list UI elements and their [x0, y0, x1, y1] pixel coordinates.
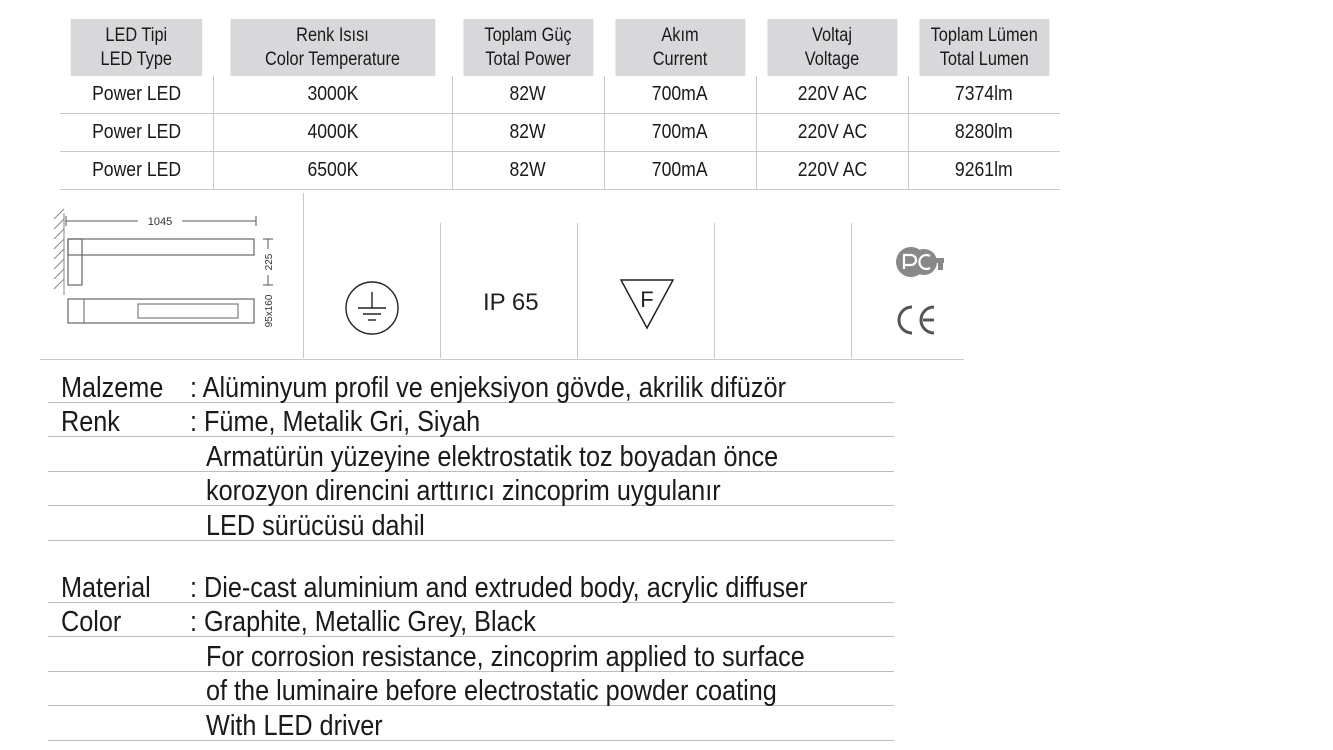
table-row — [60, 76, 1060, 114]
col-header-current: Akım Current — [615, 19, 746, 76]
list-item — [48, 603, 894, 638]
wall-hatch — [54, 209, 64, 295]
list-item — [48, 706, 894, 741]
ce-mark-icon — [894, 303, 942, 337]
table-header-row — [60, 19, 1060, 76]
table-cell: 220V AC — [756, 76, 908, 114]
list-item — [48, 672, 894, 707]
list-item — [48, 568, 894, 603]
fixture-front-view — [68, 299, 254, 323]
table-cell: Power LED — [60, 114, 213, 152]
ip-rating: IP 65 — [483, 289, 539, 316]
divider — [577, 223, 578, 358]
col-header-total-power: Toplam Güç Total Power — [463, 19, 594, 76]
list-item — [48, 506, 894, 541]
list-item — [48, 472, 894, 507]
col-header-led-type: LED Tipi LED Type — [71, 19, 203, 76]
divider — [440, 223, 441, 358]
diffuser-window — [138, 304, 238, 318]
line-label: Malzeme — [61, 371, 164, 404]
pct-mark-icon — [894, 245, 946, 279]
dimension-drawing — [50, 205, 290, 345]
turkish-description — [48, 368, 894, 541]
divider — [851, 223, 852, 358]
table-cell: 82W — [452, 152, 604, 190]
line-label: Renk — [61, 406, 120, 438]
line-label: Material — [61, 571, 151, 604]
col-header-voltage: Voltaj Voltage — [767, 19, 898, 76]
table-cell: 82W — [452, 114, 604, 152]
table-row — [60, 114, 1060, 152]
wall-bracket — [68, 239, 82, 285]
height-label: 225 — [264, 253, 275, 271]
line-value: korozyon direncini arttırıcı zincoprim uygulanır — [206, 475, 721, 507]
table-cell: 82W — [452, 76, 604, 114]
table-cell: 9261lm — [908, 152, 1060, 190]
f-mark-icon — [618, 277, 676, 331]
table-cell: Power LED — [60, 76, 213, 114]
list-item — [48, 637, 894, 672]
table-cell: 700mA — [604, 152, 756, 190]
section-label: 95x160 — [264, 294, 275, 328]
list-item — [48, 368, 894, 403]
table-cell: 700mA — [604, 76, 756, 114]
col-header-total-lumen: Toplam Lümen Total Lumen — [919, 19, 1050, 76]
line-value: : Füme, Metalik Gri, Siyah — [190, 406, 481, 438]
line-value: With LED driver — [206, 709, 383, 742]
list-item — [48, 437, 894, 472]
divider — [303, 193, 304, 358]
fixture-side-view — [68, 239, 254, 255]
divider — [714, 223, 715, 358]
icons-strip — [40, 193, 964, 360]
table-cell: 7374lm — [908, 76, 1060, 114]
line-value: For corrosion resistance, zincoprim applied to surface — [206, 640, 805, 673]
line-value: : Graphite, Metallic Grey, Black — [190, 606, 536, 638]
table-cell: 220V AC — [756, 114, 908, 152]
col-header-color-temperature: Renk Isısı Color Temperature — [230, 19, 436, 76]
table-cell: Power LED — [60, 152, 213, 190]
spec-table — [60, 19, 1060, 190]
width-label: 1045 — [147, 216, 173, 228]
line-label: Color — [61, 606, 122, 638]
table-cell: 6500K — [213, 152, 452, 190]
english-description — [48, 568, 894, 741]
line-value: LED sürücüsü dahil — [206, 509, 425, 542]
line-value: of the luminaire before electrostatic powder coating — [206, 675, 777, 707]
list-item — [48, 403, 894, 438]
line-value: Armatürün yüzeyine elektrostatik toz boyadan önce — [206, 440, 779, 473]
line-value: : Alüminyum profil ve enjeksiyon gövde, akrilik difüzör — [190, 371, 786, 404]
table-cell: 700mA — [604, 114, 756, 152]
ground-symbol-icon — [344, 280, 400, 336]
table-cell: 220V AC — [756, 152, 908, 190]
table-cell: 4000K — [213, 114, 452, 152]
table-row — [60, 152, 1060, 190]
line-value: : Die-cast aluminium and extruded body, acrylic diffuser — [190, 571, 808, 604]
f-mark-letter: F — [640, 287, 654, 312]
table-cell: 8280lm — [908, 114, 1060, 152]
table-cell: 3000K — [213, 76, 452, 114]
